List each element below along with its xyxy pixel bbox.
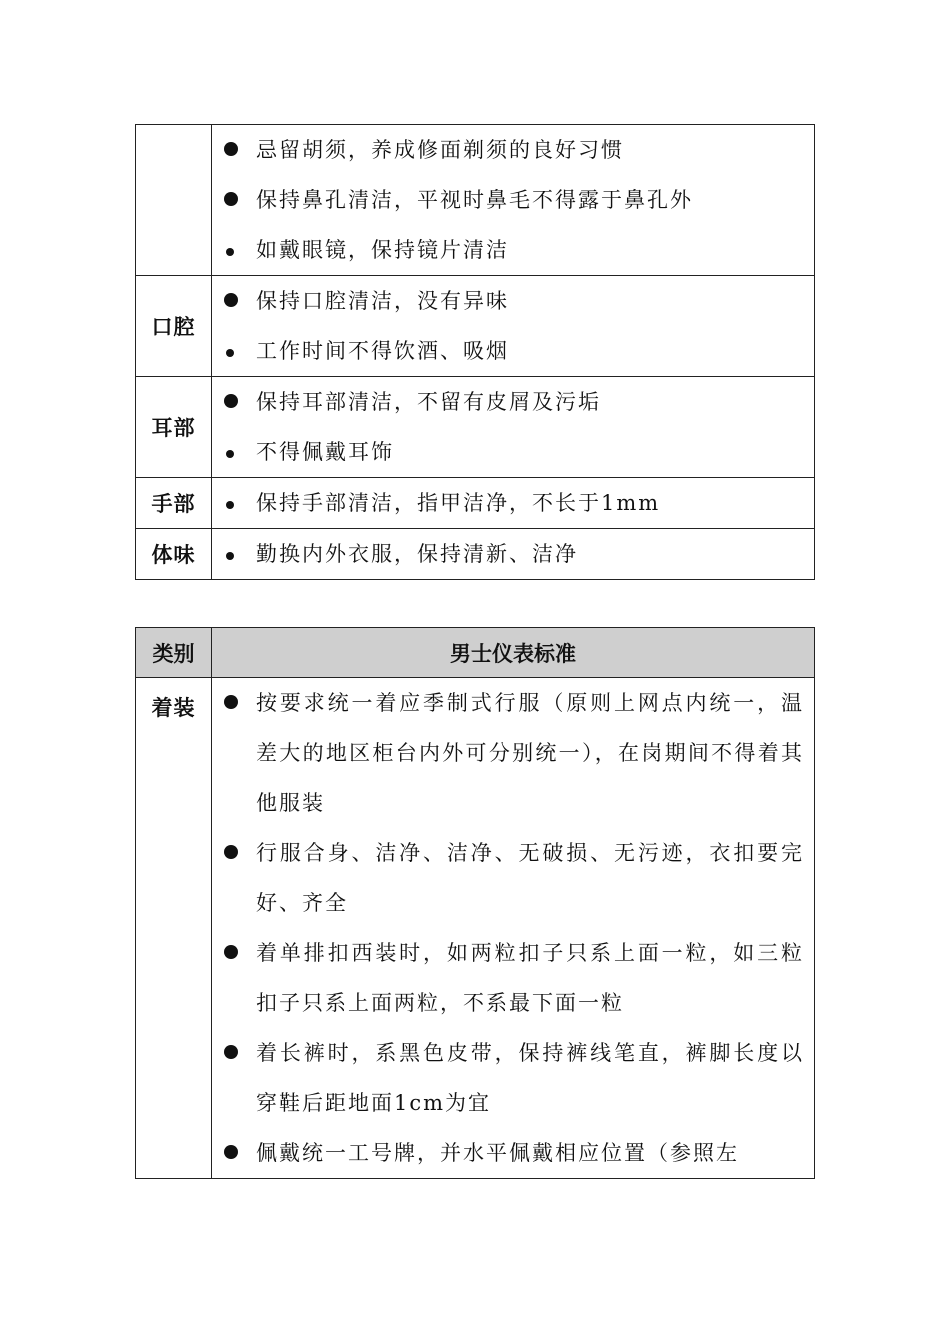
list-item: 佩戴统一工号牌，并水平佩戴相应位置（参照左 (212, 1128, 804, 1178)
table-row (136, 529, 815, 580)
category-cell: 手部 (136, 478, 212, 529)
list-item: 忌留胡须，养成修面剃须的良好习惯 (212, 125, 804, 175)
list-item: 如戴眼镜，保持镜片清洁 (212, 225, 804, 275)
list-item: 工作时间不得饮酒、吸烟 (212, 326, 804, 376)
male-appearance-standards-table (135, 627, 815, 1179)
list-item: 按要求统一着应季制式行服（原则上网点内统一，温差大的地区柜台内外可分别统一），在岗期间不得着其他服装 (212, 678, 804, 828)
table-row (136, 377, 815, 478)
list-item: 不得佩戴耳饰 (212, 427, 804, 477)
category-cell: 着装 (136, 678, 212, 1179)
bullet-icon (224, 142, 238, 156)
list-item: 行服合身、洁净、洁净、无破损、无污迹，衣扣要完好、齐全 (212, 828, 804, 928)
bullet-icon (226, 450, 234, 458)
header-standard: 男士仪表标准 (212, 628, 815, 678)
grooming-table-continued (135, 124, 815, 580)
table-row (136, 678, 815, 1179)
bullet-icon (224, 192, 238, 206)
bullet-icon (224, 394, 238, 408)
list-item: 保持口腔清洁，没有异味 (212, 276, 804, 326)
list-item: 着长裤时，系黑色皮带，保持裤线笔直，裤脚长度以穿鞋后距地面1cm为宜 (212, 1028, 804, 1128)
bullet-icon (226, 349, 234, 357)
table-row (136, 478, 815, 529)
bullet-icon (224, 1145, 238, 1159)
bullet-icon (224, 695, 238, 709)
header-category: 类别 (136, 628, 212, 678)
list-item: 保持鼻孔清洁，平视时鼻毛不得露于鼻孔外 (212, 175, 804, 225)
bullet-icon (226, 501, 234, 509)
table-header-row (136, 628, 815, 678)
list-item: 勤换内外衣服，保持清新、洁净 (212, 529, 804, 579)
category-cell: 口腔 (136, 276, 212, 377)
list-item: 保持耳部清洁，不留有皮屑及污垢 (212, 377, 804, 427)
bullet-icon (226, 552, 234, 560)
list-item: 保持手部清洁，指甲洁净，不长于1mm (212, 478, 804, 528)
bullet-icon (224, 945, 238, 959)
bullet-icon (224, 293, 238, 307)
category-cell (136, 125, 212, 276)
bullet-icon (226, 248, 234, 256)
table-row (136, 125, 815, 276)
list-item: 着单排扣西装时，如两粒扣子只系上面一粒，如三粒扣子只系上面两粒，不系最下面一粒 (212, 928, 804, 1028)
category-cell: 体味 (136, 529, 212, 580)
table-row (136, 276, 815, 377)
category-cell: 耳部 (136, 377, 212, 478)
bullet-icon (224, 1045, 238, 1059)
bullet-icon (224, 845, 238, 859)
